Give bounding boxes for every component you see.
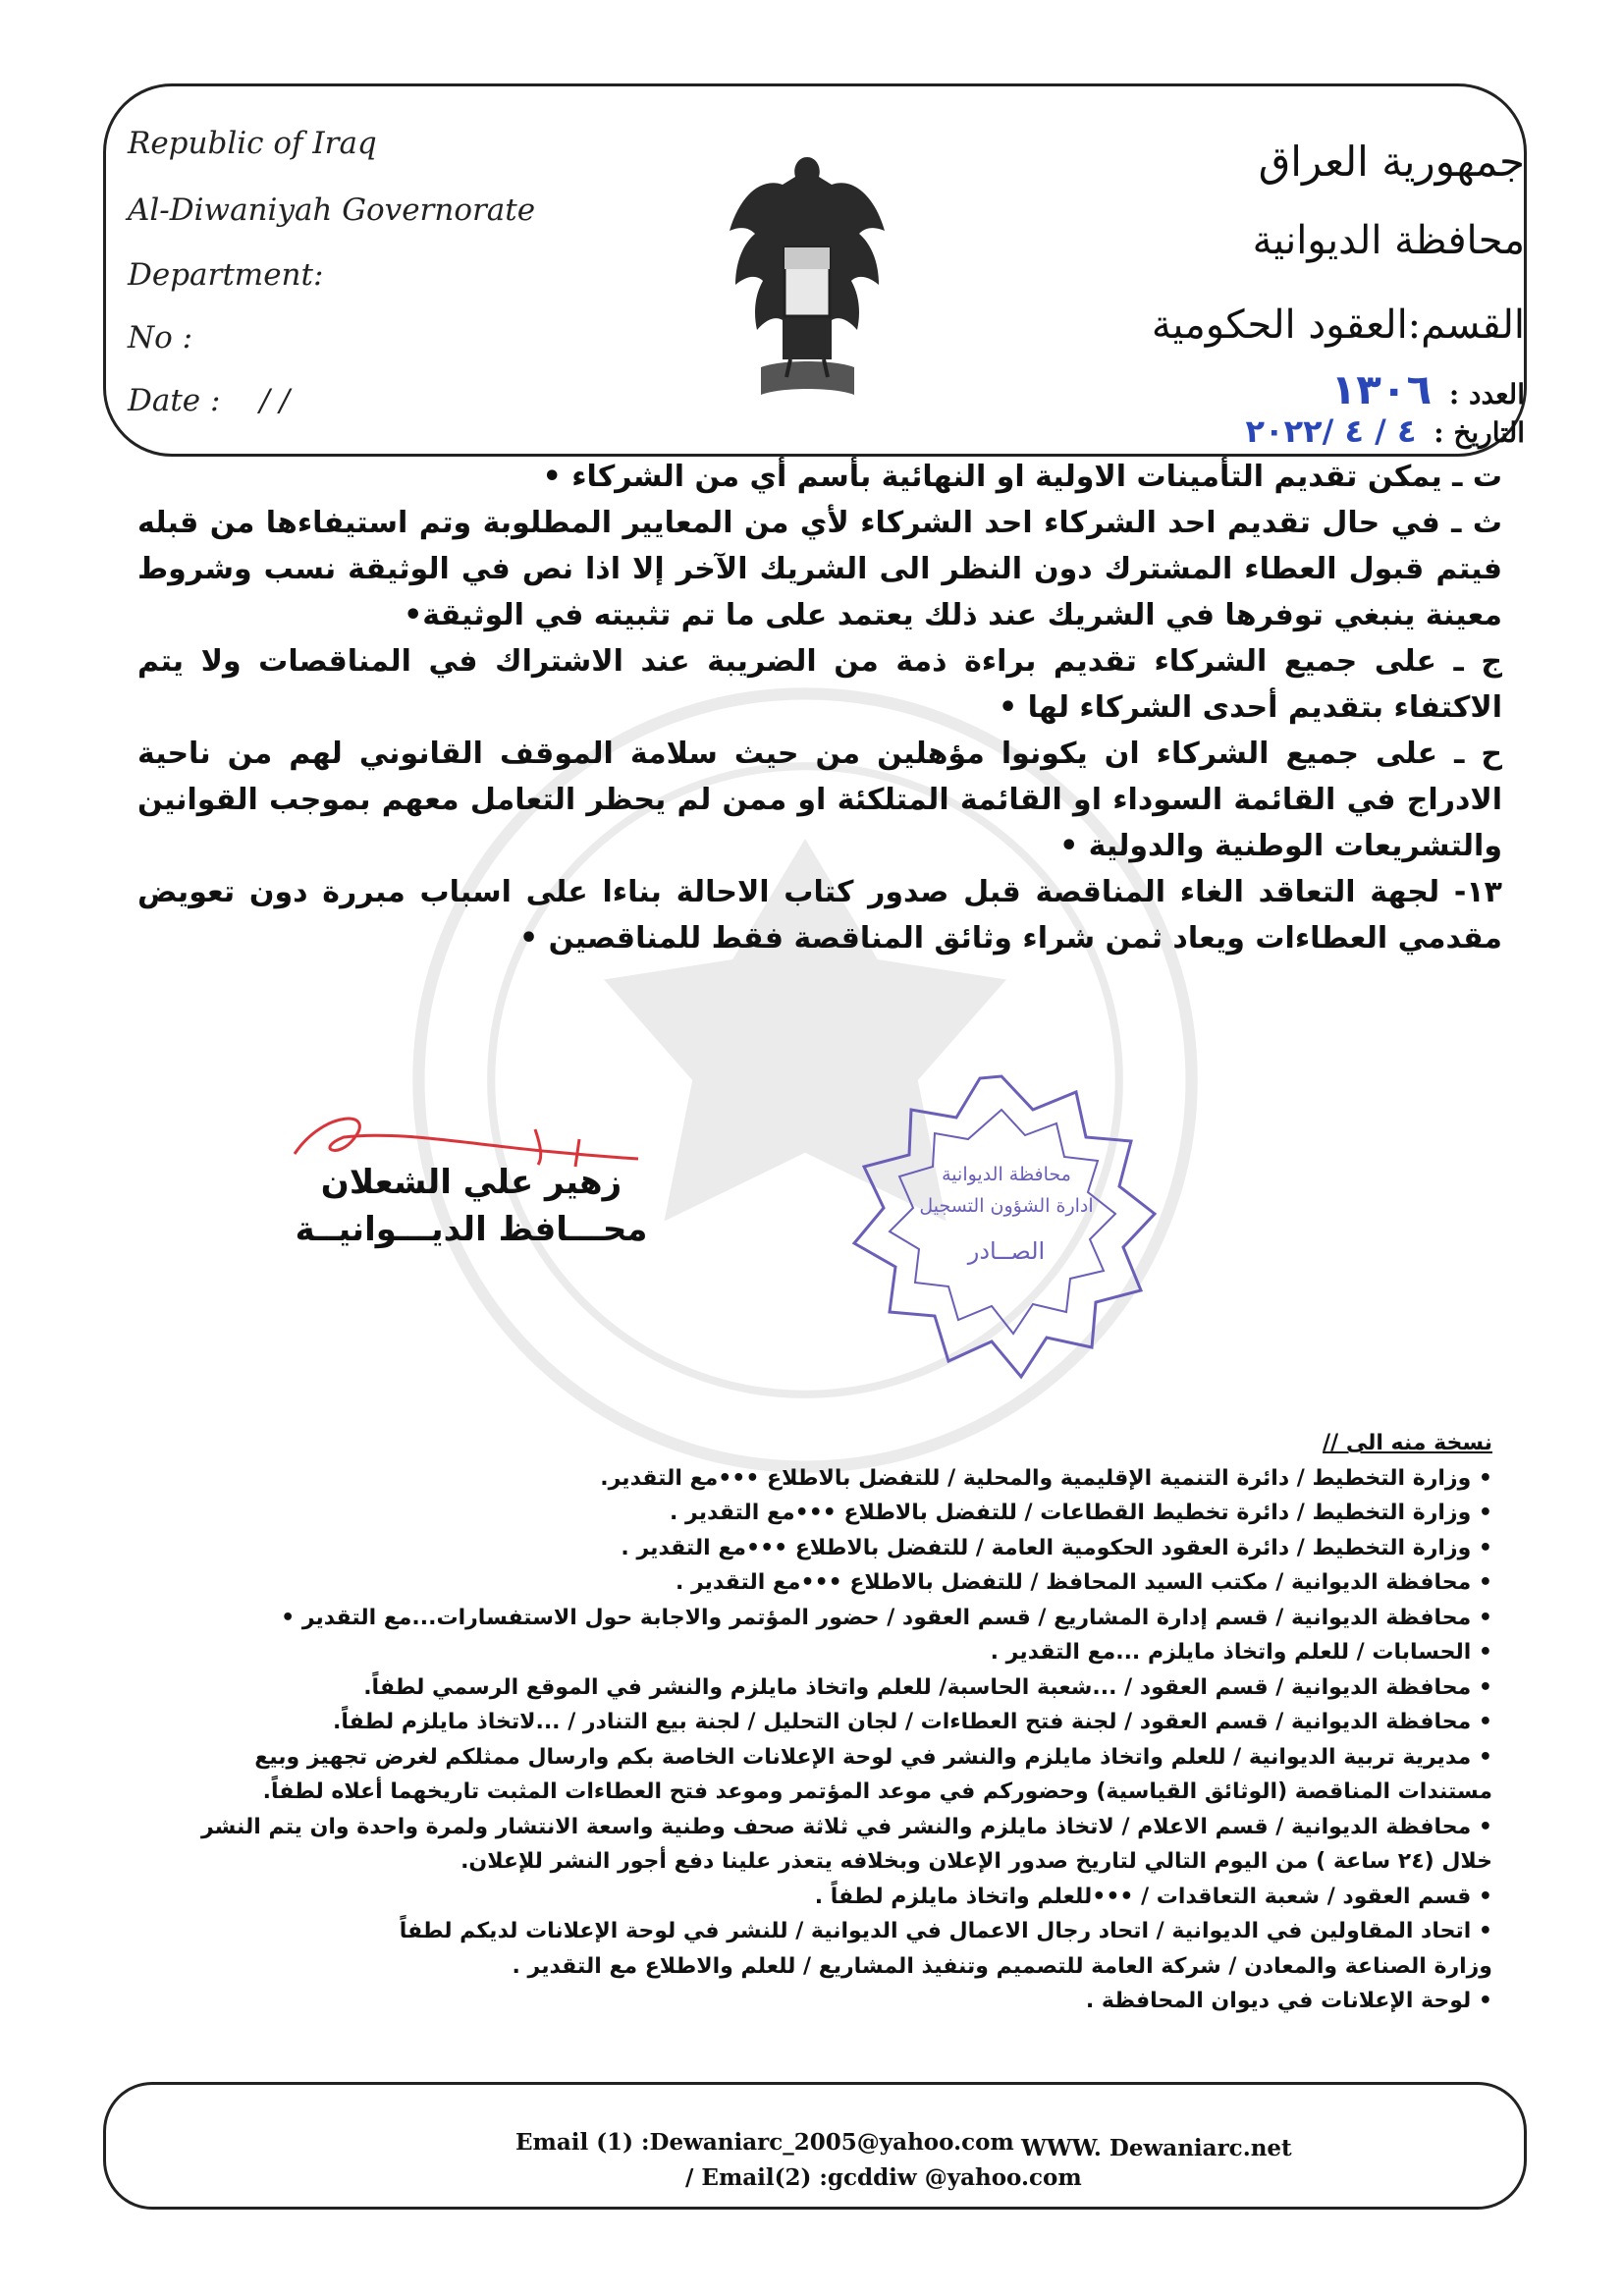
en-number: No : [128, 320, 193, 355]
ar-governorate: محافظة الديوانية [1252, 218, 1525, 263]
ar-date-value: ٤ / ٤ /٢٠٢٢ [1245, 412, 1417, 450]
footer-email-2: / Email(2) :gcddiw @yahoo.com [685, 2164, 1082, 2191]
ar-department: القسم:العقود الحكومية [1151, 302, 1525, 348]
list-item: • محافظة الديوانية / قسم العقود / لجنة فتح العطاءات / لجان التحليل / لجنة بيع التنادر / ...لاتخاذ مايلزم لطفاً. [167, 1705, 1492, 1740]
ar-date-row [1238, 412, 1526, 450]
list-item-continuation: وزارة الصناعة والمعادن / شركة العامة للتصميم وتنفيذ المشاريع / للعلم والاطلاع مع التقدير . [512, 1953, 1492, 1979]
en-date [128, 383, 290, 418]
ar-number-value: ١٣٠٦ [1330, 365, 1433, 413]
clause-13: ١٣- لجهة التعاقد الغاء المناقصة قبل صدور كتاب الاحالة بناءا على اسباب مبررة دون تعويض مقدمي العطاءات ويعاد ثمن شراء وثائق المناقصة فقط للمناقصين • [137, 875, 1502, 956]
distribution-list [167, 1426, 1492, 2019]
distribution-title: نسخة منه الى // [1323, 1431, 1492, 1455]
stamp-text [913, 1159, 1100, 1267]
distribution-items [167, 1461, 1492, 2019]
clause-ha: ح ـ على جميع الشركاء ان يكونوا مؤهلين من حيث سلامة الموقف القانوني لهم من ناحية الادراج في القائمة السوداء او القائمة المتلكئة او ممن لم يحظر التعامل معهم بموجب القوانين والتشريعات الوطنية والدولية • [137, 737, 1502, 863]
ar-number-label: العدد : [1448, 378, 1525, 410]
clause-jim: ج ـ على جميع الشركاء تقديم براءة ذمة من الضريبة عند الاشتراك في المناقصات ولا يتم الاكتفاء بتقديم أحدى الشركاء لها • [137, 644, 1502, 725]
en-department: Department: [128, 257, 324, 293]
list-item: • الحسابات / للعلم واتخاذ مايلزم ...مع التقدير . [167, 1635, 1492, 1670]
list-item: • محافظة الديوانية / قسم العقود / ...شعبة الحاسبة/ للعلم واتخاذ مايلزم والنشر في الموقع الرسمي لطفاً. [167, 1670, 1492, 1706]
ar-republic: جمهورية العراق [1258, 137, 1525, 186]
list-item: • اتحاد المقاولين في الديوانية / اتحاد رجال الاعمال في الديوانية / للنشر في لوحة الإعلانات لديكم لطفاً [167, 1914, 1492, 1949]
clause-tha: ث ـ في حال تقديم احد الشركاء احد الشركاء لأي من المعايير المطلوبة وتم استيفاءها من قبله فيتم قبول العطاء المشترك دون النظر الى الشريك الآخر إلا اذا نص في الوثيقة نسب وشروط معينة ينبغي توفرها في الشريك عند ذلك يعتمد على ما تم تثبيته في الوثيقة• [137, 506, 1502, 632]
footer-email-1: Email (1) :Dewaniarc_2005@yahoo.com [515, 2129, 1014, 2156]
body-content [137, 454, 1502, 961]
en-governorate: Al-Diwaniyah Governorate [128, 192, 536, 228]
list-item: • لوحة الإعلانات في ديوان المحافظة . [167, 1984, 1492, 2019]
stamp-line-2: ادارة الشؤون التسجيل [919, 1195, 1094, 1217]
signatory-name: زهير علي الشعلان [320, 1163, 622, 1202]
list-item-continuation: خلال (٢٤ ساعة ) من اليوم التالي لتاريخ صدور الإعلان وبخلافه يتعذر علينا دفع أجور النشر للإعلان. [460, 1849, 1492, 1874]
list-item: • وزارة التخطيط / دائرة التنمية الإقليمية والمحلية / للتفضل بالاطلاع •••مع التقدير. [167, 1461, 1492, 1497]
ar-date-label: التاريخ : [1434, 416, 1525, 449]
en-date-slashes: / / [259, 383, 291, 418]
list-item: • مديرية تربية الديوانية / للعلم واتخاذ مايلزم والنشر في لوحة الإعلانات الخاصة بكم وارسال ممثلكم لغرض تجهيز وبيع [167, 1740, 1492, 1776]
list-item: • قسم العقود / شعبة التعاقدات / •••للعلم واتخاذ مايلزم لطفاً . [167, 1880, 1492, 1915]
list-item-continuation: مستندات المناقصة (الوثائق القياسية) وحضوركم في موعد المؤتمر وموعد فتح العطاءات المثبت تاريخهما أعلاه لطفاً. [262, 1779, 1492, 1804]
footer-website: WWW. Dewaniarc.net [1021, 2135, 1292, 2161]
list-item: • محافظة الديوانية / مكتب السيد المحافظ / للتفضل بالاطلاع •••مع التقدير . [167, 1565, 1492, 1601]
list-item: • محافظة الديوانية / قسم إدارة المشاريع / قسم العقود / حضور المؤتمر والاجابة حول الاستفسارات...مع التقدير • [167, 1601, 1492, 1636]
list-item: • وزارة التخطيط / دائرة تخطيط القطاعات / للتفضل بالاطلاع •••مع التقدير . [167, 1496, 1492, 1531]
iraq-eagle-emblem [722, 137, 893, 432]
signature-block [295, 1159, 648, 1253]
en-date-label: Date : [128, 383, 221, 418]
clause-ta: ت ـ يمكن تقديم التأمينات الاولية او النهائية بأسم أي من الشركاء • [542, 460, 1502, 494]
list-item: • محافظة الديوانية / قسم الاعلام / لاتخاذ مايلزم والنشر في ثلاثة صحف وطنية واسعة الانتشار ولمرة واحدة وان يتم النشر [167, 1810, 1492, 1845]
en-republic: Republic of Iraq [128, 126, 377, 161]
stamp-line-1: محافظة الديوانية [942, 1164, 1071, 1185]
list-item: • وزارة التخطيط / دائرة العقود الحكومية العامة / للتفضل بالاطلاع •••مع التقدير . [167, 1531, 1492, 1566]
signatory-title: محـــافظ الديـــوانيــة [295, 1210, 648, 1249]
ar-number-row [1324, 365, 1525, 413]
stamp-line-3: الصــادر [967, 1237, 1046, 1265]
